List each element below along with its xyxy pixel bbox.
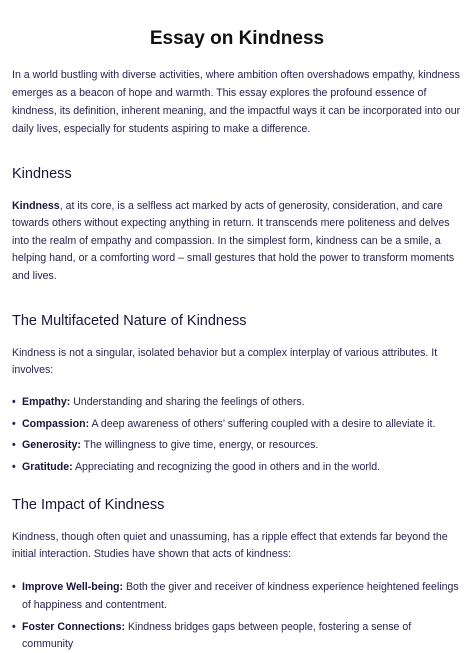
list-item xyxy=(12,437,462,454)
kindness-text: , at its core, is a selfless act marked by acts of generosity, consideration, and care towards others without expecting anything in return. It transcends mere politeness and delves into the realm of empathy and compassion. In the simplest form, kindness can be a smile, a helping hand, or a comforting word – small gestures that hold the power to transform moments and lives. xyxy=(12,200,455,282)
nature-list xyxy=(12,394,462,477)
list-item xyxy=(12,416,462,433)
list-item-term: Compassion: xyxy=(22,417,90,430)
bullet-icon: • xyxy=(12,395,16,408)
impact-intro-paragraph: Kindness, though often quiet and unassuming, has a ripple effect that extends far beyond the initial interaction. Studies have shown that acts of kindness: xyxy=(12,530,448,561)
kindness-paragraph xyxy=(12,198,462,285)
list-item xyxy=(12,619,462,653)
nature-intro-paragraph: Kindness is not a singular, isolated behavior but a complex interplay of various attributes. It involves: xyxy=(12,347,438,377)
impact-list xyxy=(12,579,462,653)
intro-paragraph: In a world bustling with diverse activities, where ambition often overshadows empathy, kindness emerges as a beacon of hope and warmth. This essay explores the profound essence of kindness, its definition, inherent meaning, and the impactful ways it can be incorporated into our daily lives, especially for students aspiring to make a difference. xyxy=(12,69,461,135)
list-item-term: Empathy: xyxy=(22,395,71,408)
list-item-term: Foster Connections: xyxy=(22,620,125,633)
list-item-text: Understanding and sharing the feelings of others. xyxy=(70,395,305,408)
list-item-term: Generosity: xyxy=(22,439,81,452)
page-title: Essay on Kindness xyxy=(149,28,325,49)
list-item xyxy=(12,579,462,614)
section-multifaceted-nature xyxy=(12,311,462,477)
section-impact xyxy=(12,495,462,653)
list-item-term: Improve Well-being: xyxy=(22,581,124,594)
list-item xyxy=(12,394,462,411)
list-item-text: Appreciating and recognizing the good in others and in the world. xyxy=(72,461,381,474)
bullet-icon: • xyxy=(12,620,16,633)
section-kindness xyxy=(12,164,462,285)
bullet-icon: • xyxy=(12,417,16,430)
list-item-text: Kindness bridges gaps between people, fostering a sense of community xyxy=(22,620,412,651)
list-item xyxy=(12,459,462,476)
list-item-text: Both the giver and receiver of kindness experience heightened feelings of happiness and contentment. xyxy=(22,581,459,611)
bullet-icon: • xyxy=(12,581,16,594)
kindness-term: Kindness xyxy=(12,200,60,212)
bullet-icon: • xyxy=(12,439,16,452)
section-heading-kindness: Kindness xyxy=(12,166,72,182)
list-item-text: The willingness to give time, energy, or resources. xyxy=(80,439,319,452)
section-heading-multifaceted-nature: The Multifaceted Nature of Kindness xyxy=(12,313,247,330)
bullet-icon: • xyxy=(12,461,16,474)
list-item-text: A deep awareness of others’ suffering coupled with a desire to alleviate it. xyxy=(89,417,436,430)
list-item-term: Gratitude: xyxy=(22,461,73,474)
section-heading-impact: The Impact of Kindness xyxy=(12,496,165,513)
